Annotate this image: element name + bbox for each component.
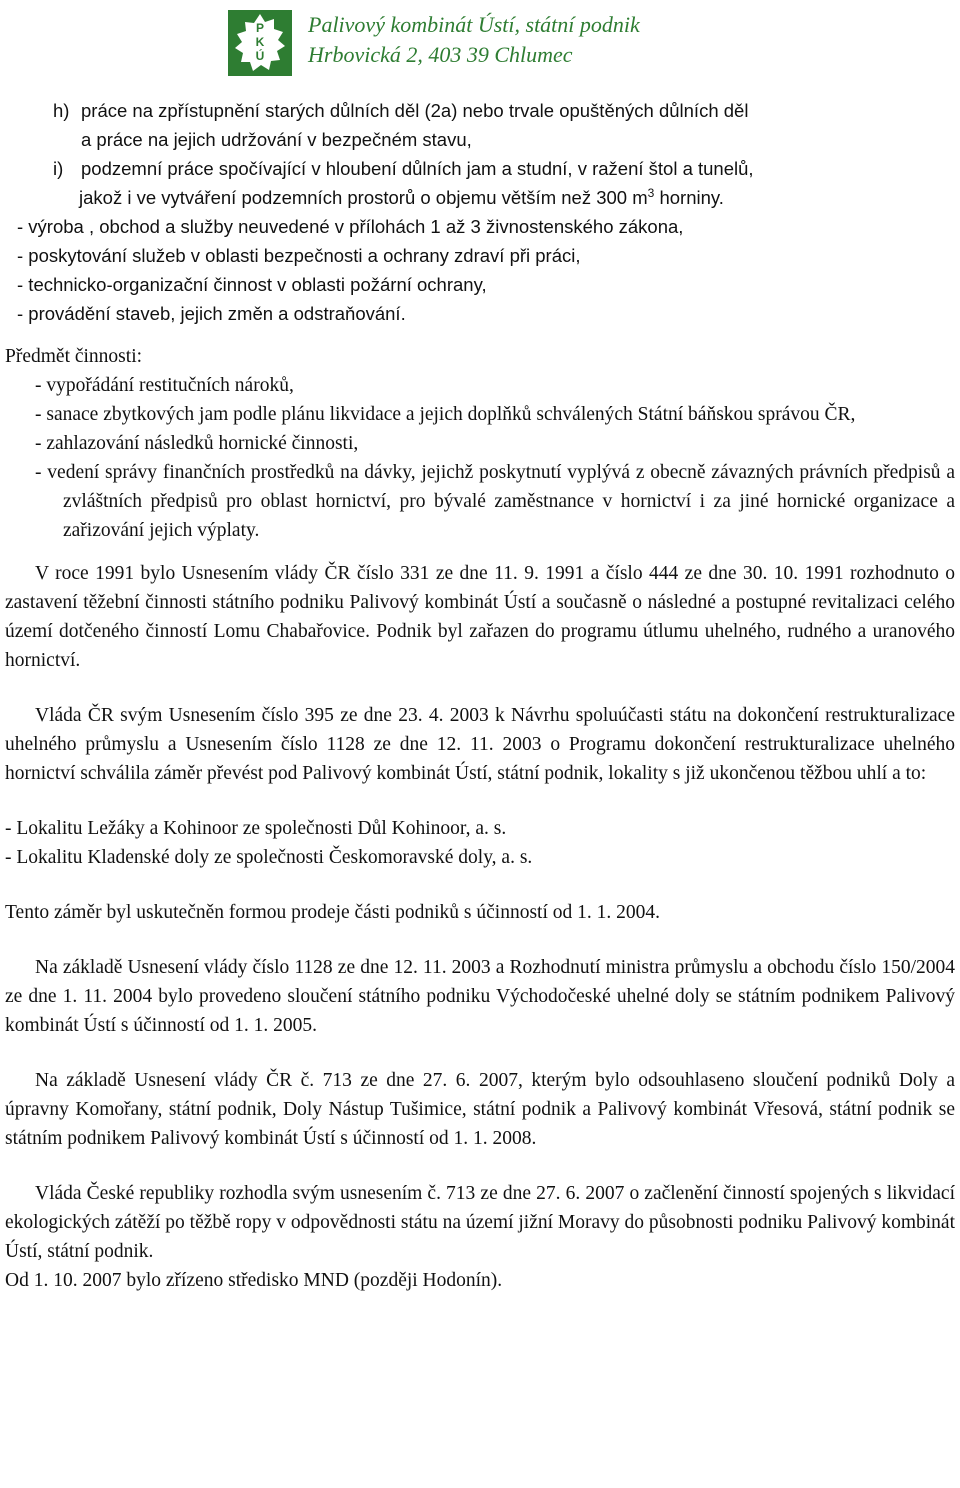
company-logo-icon (228, 10, 292, 76)
paragraph-2003: Vláda ČR svým Usnesením číslo 395 ze dne 23. 4. 2003 k Návrhu spoluúčasti státu na dokončení restrukturalizace uhelného průmyslu a Usnesením číslo 1128 ze dne 12. 11. 2003 o Programu dokončení restrukturalizace uhelného hornictví schválila záměr převést pod Palivový kombinát Ústí, státní podnik, lokality s již ukončenou těžbou uhlí a to: (5, 705, 955, 784)
document-body (5, 96, 955, 1295)
paragraph-2004: Tento záměr byl uskutečněn formou prodeje části podniků s účinností od 1. 1. 2004. (5, 902, 661, 923)
list-item: - zahlazování následků hornické činnosti, (35, 433, 359, 454)
list-label-i: i) (53, 158, 64, 179)
paragraph-1991: V roce 1991 bylo Usnesením vlády ČR číslo 331 ze dne 11. 9. 1991 a číslo 444 ze dne 30. 10. 1991 rozhodnuto o zastavení těžební činnosti státního podniku Palivový kombinát Ústí a současně o následné a postupné revitalizaci celého území dotčeného činností Lomu Chabařovice. Podnik byl zařazen do programu útlumu uhelného, rudného a uranového hornictví. (5, 563, 955, 671)
list-text-i-main: jakož i ve vytváření podzemních prostorů o objemu větším než 300 m (79, 187, 648, 208)
list-text-i-line-2 (79, 183, 913, 212)
list-text-i (81, 154, 913, 212)
superscript-3: 3 (647, 185, 655, 200)
locality-1: - Lokalitu Ležáky a Kohinoor ze společnosti Důl Kohinoor, a. s. (5, 818, 507, 839)
list-text-h: práce na zpřístupnění starých důlních děl (2a) nebo trvale opuštěných důlních děl a práce na jejich udržování v bezpečném stavu, (81, 100, 749, 150)
paragraph-mnd: Vláda České republiky rozhodla svým usnesením č. 713 ze dne 27. 6. 2007 o začlenění činností spojených s likvidací ekologických zátěží po těžbě ropy v odpovědnosti státu na území jižní Moravy do působnosti podniku Palivový kombinát Ústí, státní podnik. (5, 1183, 955, 1262)
predmet-section (5, 342, 955, 545)
paragraph-hodonin: Od 1. 10. 2007 bylo zřízeno středisko MND (později Hodonín). (5, 1270, 503, 1291)
company-name: Palivový kombinát Ústí, státní podnik (308, 12, 640, 37)
services-list (17, 212, 955, 328)
list-item-i (53, 154, 913, 212)
list-item-h (53, 96, 913, 154)
letterhead-text (308, 10, 640, 70)
list-h-i (53, 96, 913, 212)
logo-letter-u: Ú (255, 49, 265, 63)
logo-letter-p: P (255, 21, 265, 35)
list-item: - vypořádání restitučních nároků, (35, 375, 294, 396)
list-label-h: h) (53, 100, 70, 121)
paragraph-2005: Na základě Usnesení vlády číslo 1128 ze dne 12. 11. 2003 a Rozhodnutí ministra průmyslu a obchodu číslo 150/2004 ze dne 1. 11. 2004 bylo provedeno sloučení státního podniku Východočeské uhelné doly se státním podnikem Palivový kombinát Ústí s účinností od 1. 1. 2005. (5, 957, 955, 1036)
locality-2: - Lokalitu Kladenské doly ze společnosti Českomoravské doly, a. s. (5, 847, 533, 868)
company-address: Hrbovická 2, 403 39 Chlumec (308, 42, 573, 67)
list-item: - výroba , obchod a služby neuvedené v přílohách 1 až 3 živnostenského zákona, (17, 216, 684, 237)
section-heading: Předmět činnosti: (5, 346, 143, 367)
list-item: - provádění staveb, jejich změn a odstraňování. (17, 303, 406, 324)
list-item: - sanace zbytkových jam podle plánu likvidace a jejich doplňků schválených Státní báňskou správou ČR, (35, 404, 856, 425)
list-item: - vedení správy finančních prostředků na dávky, jejichž poskytnutí vyplývá z obecně závazných právních předpisů a zvláštních předpisů pro oblast hornictví, pro bývalé zaměstnance v hornictví i za jiné hornické organizace a zařizování jejich výplaty. (35, 462, 955, 541)
list-item: - poskytování služeb v oblasti bezpečnosti a ochrany zdraví při práci, (17, 245, 581, 266)
list-text-i-line-1: podzemní práce spočívající v hloubení důlních jam a studní, v ražení štol a tunelů, (81, 158, 754, 179)
paragraph-2008: Na základě Usnesení vlády ČR č. 713 ze dne 27. 6. 2007, kterým bylo odsouhlaseno sloučení podniků Doly a úpravny Komořany, státní podnik, Doly Nástup Tušimice, státní podnik a Palivový kombinát Vřesová, státní podnik se státním podnikem Palivový kombinát Ústí s účinností od 1. 1. 2008. (5, 1070, 955, 1149)
list-item: - technicko-organizační činnost v oblasti požární ochrany, (17, 274, 487, 295)
list-text-i-end: horniny. (659, 187, 724, 208)
logo-letter-k: K (255, 35, 265, 49)
